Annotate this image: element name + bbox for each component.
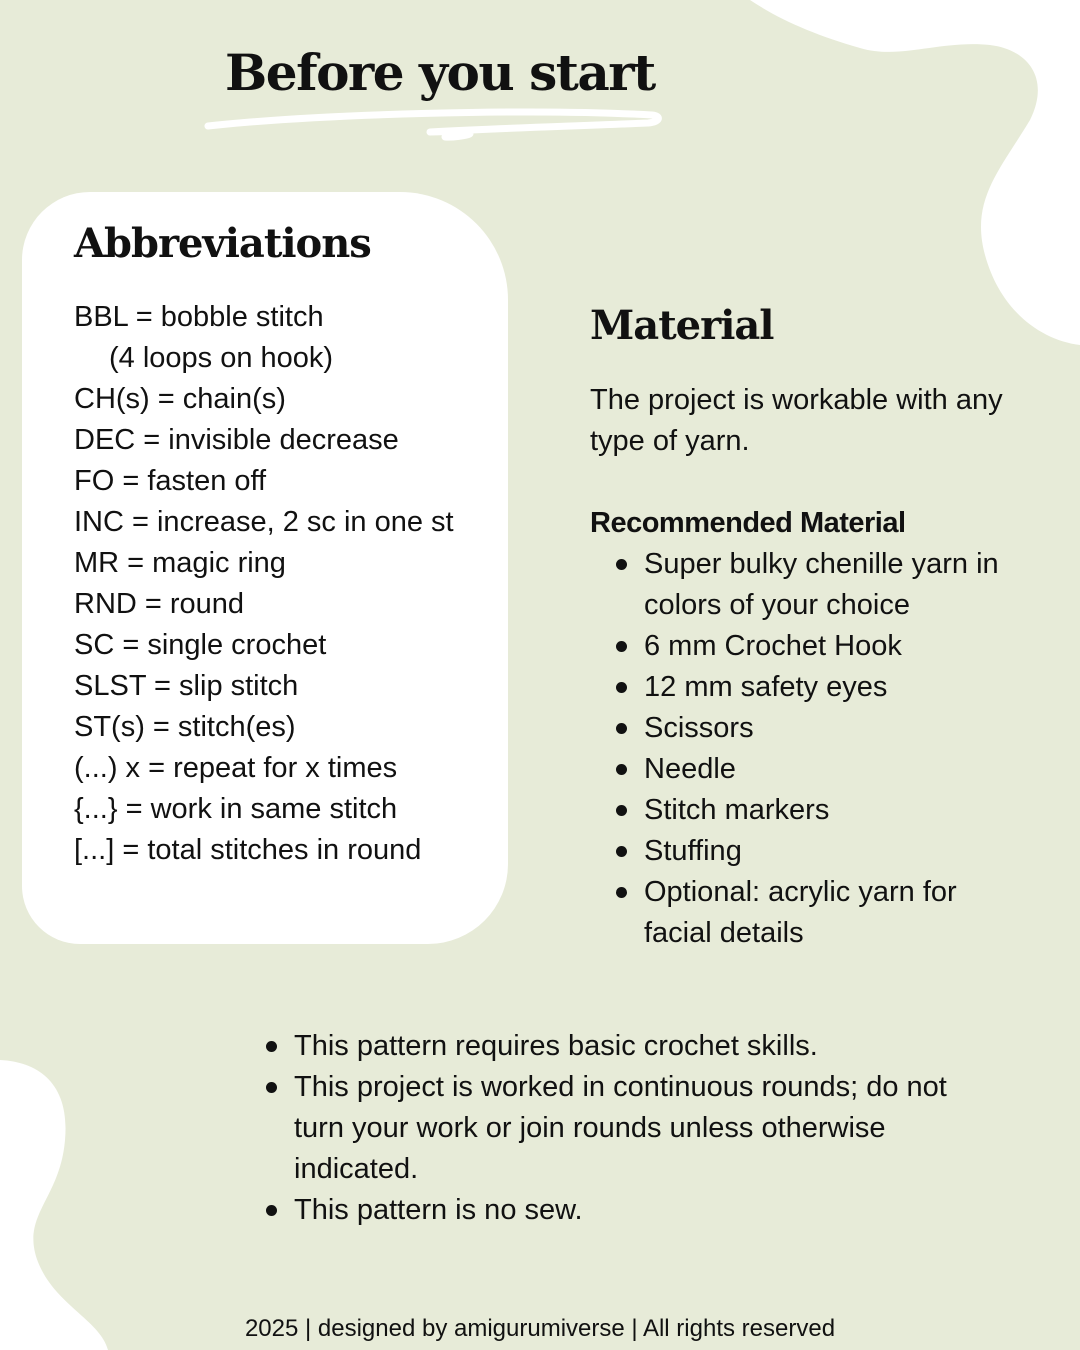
abbreviation-item: ST(s) = stitch(es) <box>74 711 296 743</box>
bullet-icon <box>616 764 627 775</box>
material-item <box>612 749 1004 790</box>
material-item-text: 6 mm Crochet Hook <box>644 630 902 662</box>
abbreviation-item: FO = fasten off <box>74 465 267 497</box>
note-item <box>262 1026 962 1067</box>
material-item-text: Stuffing <box>644 835 742 867</box>
recommended-material-title: Recommended Material <box>590 507 906 539</box>
bullet-icon <box>616 805 627 816</box>
note-item <box>262 1067 962 1190</box>
material-item <box>612 831 1004 872</box>
material-item <box>612 626 1004 667</box>
abbreviation-item: (4 loops on hook) <box>109 342 334 374</box>
abbreviation-item: SLST = slip stitch <box>74 670 299 702</box>
abbreviations-card <box>22 192 508 944</box>
bullet-icon <box>616 559 627 570</box>
footer-copyright: 2025 | designed by amigurumiverse | All rights reserved <box>244 1315 836 1342</box>
abbreviations-heading: Abbreviations <box>74 220 371 267</box>
material-item-text: Super bulky chenille yarn in colors of your choice <box>644 548 999 621</box>
note-text: This pattern is no sew. <box>294 1194 583 1226</box>
page-title: Before you start <box>225 43 655 102</box>
top-right-blob <box>750 0 1080 345</box>
material-item <box>612 872 1004 954</box>
abbreviation-item: (...) x = repeat for x times <box>74 752 398 784</box>
abbreviations-list <box>74 297 454 871</box>
material-item <box>612 667 1004 708</box>
material-item-text: Scissors <box>644 712 754 744</box>
material-list <box>612 544 1004 954</box>
bottom-left-blob <box>0 1060 108 1350</box>
material-item <box>612 790 1004 831</box>
note-text: This project is worked in continuous rounds; do not turn your work or join rounds unless otherwise indicated. <box>294 1071 947 1185</box>
abbreviation-item: SC = single crochet <box>74 629 327 661</box>
abbreviation-item: MR = magic ring <box>74 547 286 579</box>
material-item-text: Optional: acrylic yarn for facial details <box>644 876 957 949</box>
bullet-icon <box>616 887 627 898</box>
abbreviation-item: {...} = work in same stitch <box>74 793 398 825</box>
bullet-icon <box>616 723 627 734</box>
material-item-text: Needle <box>644 753 736 785</box>
material-item <box>612 708 1004 749</box>
notes-list <box>262 1026 962 1231</box>
title-underline-swoosh <box>200 104 670 144</box>
material-item-text: 12 mm safety eyes <box>644 671 888 703</box>
abbreviation-item: DEC = invisible decrease <box>74 424 399 456</box>
bullet-icon <box>266 1082 277 1093</box>
bullet-icon <box>616 641 627 652</box>
abbreviation-item: INC = increase, 2 sc in one st <box>74 506 454 538</box>
bullet-icon <box>266 1041 277 1052</box>
bullet-icon <box>616 682 627 693</box>
material-item-text: Stitch markers <box>644 794 830 826</box>
material-item <box>612 544 1004 626</box>
note-item <box>262 1190 962 1231</box>
abbreviation-item: [...] = total stitches in round <box>74 834 422 866</box>
abbreviation-item: CH(s) = chain(s) <box>74 383 286 415</box>
abbreviation-item: RND = round <box>74 588 245 620</box>
bullet-icon <box>266 1205 277 1216</box>
abbreviation-item: BBL = bobble stitch <box>74 301 324 333</box>
bullet-icon <box>616 846 627 857</box>
material-heading: Material <box>590 302 774 349</box>
material-intro: The project is workable with any type of yarn. <box>590 384 1003 457</box>
note-text: This pattern requires basic crochet skills. <box>294 1030 818 1062</box>
